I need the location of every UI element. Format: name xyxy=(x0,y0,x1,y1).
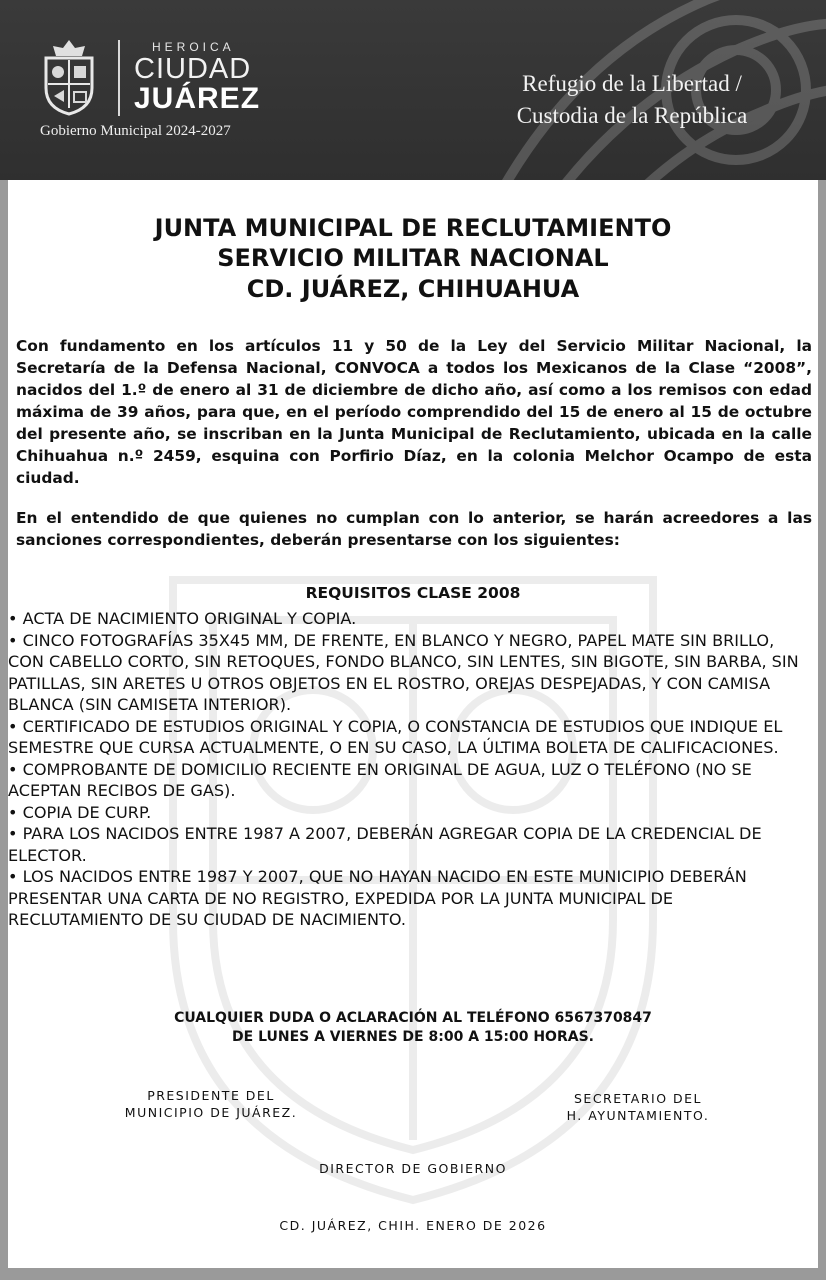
signature-secretario xyxy=(533,1090,743,1124)
brand-divider xyxy=(118,40,120,116)
requirement-item: • LOS NACIDOS ENTRE 1987 Y 2007, QUE NO HAYAN NACIDO EN ESTE MUNICIPIO DEBERÁN PRESENTAR UNA CARTA DE NO REGISTRO, EXPEDIDA POR LA JUNTA MUNICIPAL DE RECLUTAMIENTO DE SU CIUDAD DE NACIMIENTO. xyxy=(8,867,747,929)
requirement-item: • COMPROBANTE DE DOMICILIO RECIENTE EN ORIGINAL DE AGUA, LUZ O TELÉFONO (NO SE ACEPTAN RECIBOS DE GAS). xyxy=(8,759,752,800)
signature-director: DIRECTOR DE GOBIERNO xyxy=(319,1161,507,1176)
motto-line2: Custodia de la República xyxy=(516,103,748,128)
requirement-item: • CERTIFICADO DE ESTUDIOS ORIGINAL Y COPIA, O CONSTANCIA DE ESTUDIOS QUE INDIQUE EL SEMESTRE QUE CURSA ACTUALMENTE, O EN SU CASO, LA ÚLTIMA BOLETA DE CALIFICACIONES. xyxy=(8,716,783,757)
motto xyxy=(462,68,802,132)
government-period: Gobierno Municipal 2024-2027 xyxy=(40,123,231,139)
brand-juarez: JUÁREZ xyxy=(134,82,261,115)
title-line-1: JUNTA MUNICIPAL DE RECLUTAMIENTO xyxy=(154,214,672,242)
paragraph-convocatoria: Con fundamento en los artículos 11 y 50 de la Ley del Servicio Militar Nacional, la Secretaría de la Defensa Nacional, CONVOCA a todos los Mexicanos de la Clase “2008”, nacidos del 1.º de enero al 31 de diciembre de dicho año, así como a los remisos con edad máxima de 39 años, para que, en el período comprendido del 15 de enero al 15 de octubre del presente año, se inscriban en la Junta Municipal de Reclutamiento, ubicada en la calle Chihuahua n.º 2459, esquina con Porfirio Díaz, en la colonia Melchor Ocampo de esta ciudad. xyxy=(16,337,812,487)
place-date: CD. JUÁREZ, CHIH. ENERO DE 2026 xyxy=(279,1218,547,1233)
city-seal-icon xyxy=(40,38,98,116)
signature-secretario-line1: SECRETARIO DEL xyxy=(573,1091,703,1106)
requirements-title: REQUISITOS CLASE 2008 xyxy=(305,584,521,602)
requirement-item: • COPIA DE CURP. xyxy=(8,802,152,822)
signature-presidente xyxy=(106,1087,316,1121)
brand-ciudad: CIUDAD xyxy=(134,53,252,85)
contact-phone: CUALQUIER DUDA O ACLARACIÓN AL TELÉFONO 6567370847 xyxy=(174,1010,652,1026)
paragraph-sanciones: En el entendido de que quienes no cumplan con lo anterior, se harán acreedores a las sanciones correspondientes, deberán presentarse con los siguientes: xyxy=(16,509,812,549)
signature-secretario-line2: H. AYUNTAMIENTO. xyxy=(566,1108,710,1123)
signature-presidente-line1: PRESIDENTE DEL xyxy=(147,1088,275,1103)
brand-heroica: HEROICA xyxy=(152,40,235,54)
title-line-3: CD. JUÁREZ, CHIHUAHUA xyxy=(246,275,580,303)
title-line-2: SERVICIO MILITAR NACIONAL xyxy=(217,244,609,272)
signature-presidente-line2: MUNICIPIO DE JUÁREZ. xyxy=(124,1105,298,1120)
header-banner xyxy=(0,0,826,180)
requirements-list xyxy=(8,608,808,931)
notice-paper xyxy=(8,180,818,1268)
requirement-item: • ACTA DE NACIMIENTO ORIGINAL Y COPIA. xyxy=(8,609,357,628)
motto-line1: Refugio de la Libertad / xyxy=(522,71,742,96)
requirement-item: • CINCO FOTOGRAFÍAS 35X45 MM, DE FRENTE, EN BLANCO Y NEGRO, PAPEL MATE SIN BRILLO, CON CABELLO CORTO, SIN RETOQUES, FONDO BLANCO, SIN LENTES, SIN BIGOTE, SIN BARBA, SIN PATILLAS, SIN ARETES U OTROS OBJETOS EN EL ROSTRO, OREJAS DESPEJADAS, Y CON CAMISA BLANCA (SIN CAMISETA INTERIOR). xyxy=(8,630,799,714)
contact-hours: DE LUNES A VIERNES DE 8:00 A 15:00 HORAS. xyxy=(232,1029,594,1045)
requirement-item: • PARA LOS NACIDOS ENTRE 1987 A 2007, DEBERÁN AGREGAR COPIA DE LA CREDENCIAL DE ELECTOR. xyxy=(8,824,762,865)
